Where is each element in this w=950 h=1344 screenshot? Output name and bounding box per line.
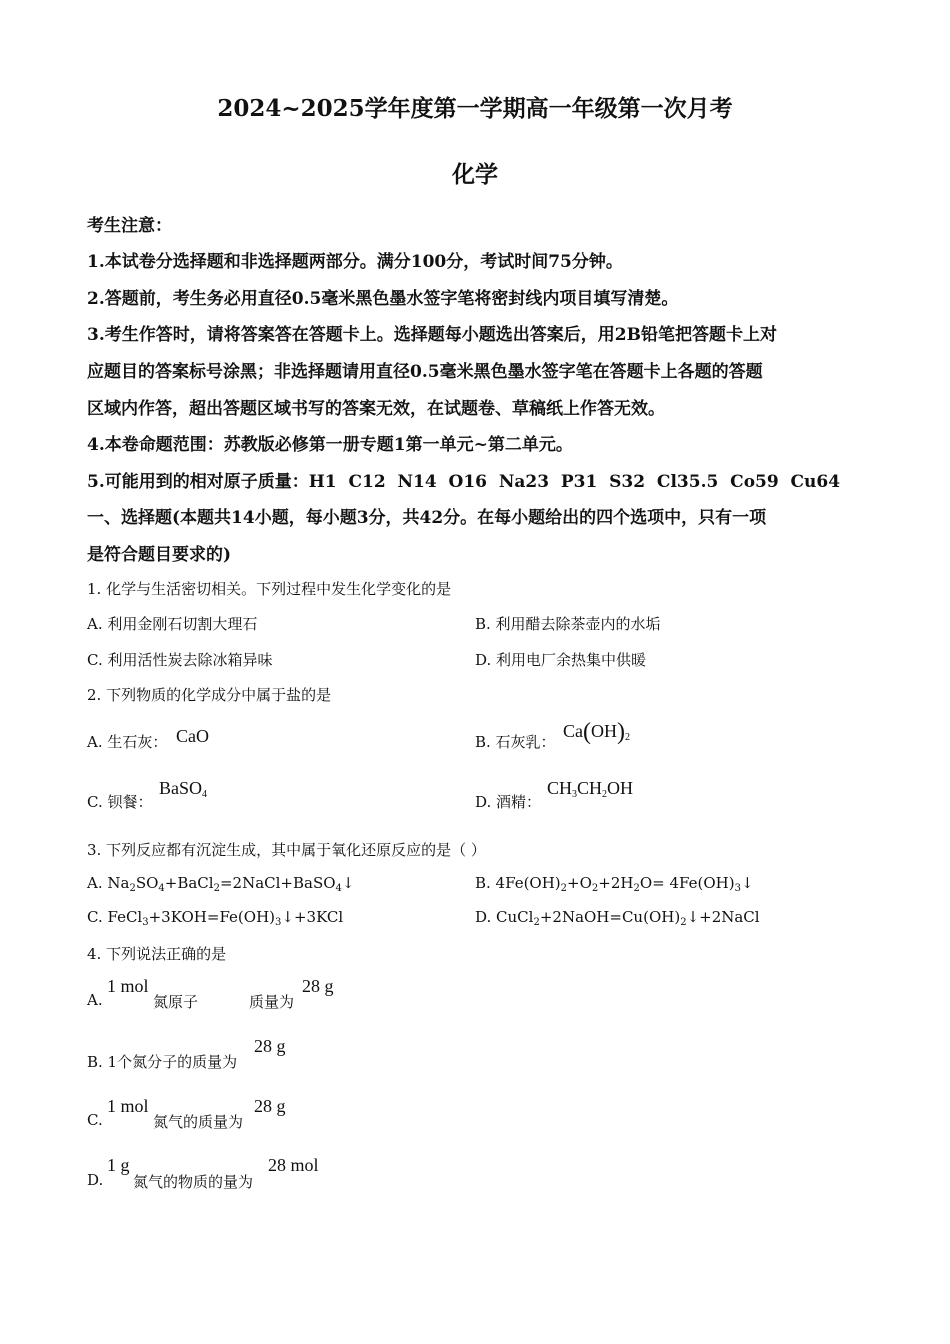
q4-option-c-text: 氮气的质量为	[153, 1113, 244, 1131]
notice-item-3-line-3: 区域内作答，超出答题区域书写的答案无效，在试题卷、草稿纸上作答无效。	[87, 399, 665, 419]
q4-option-c-amount: 1 mol	[107, 1096, 149, 1116]
q3-stem: 3. 下列反应都有沉淀生成，其中属于氧化还原反应的是（ ）	[87, 841, 486, 859]
q4-option-d-moles: 28 mol	[268, 1155, 319, 1175]
notice-item-4: 4.本卷命题范围：苏教版必修第一册专题1第一单元~第二单元。	[87, 435, 573, 455]
q4-option-a-text-1: 氮原子	[153, 993, 199, 1011]
q4-option-b-mass: 28 g	[254, 1036, 286, 1056]
q4-option-a-amount: 1 mol	[107, 976, 149, 996]
q3-option-a: A. $Na_2SO_4+BaCl_2=2NaCl+BaSO_4↓$	[87, 874, 355, 894]
q2-option-a-formula: CaO	[176, 726, 209, 746]
q1-stem: 1. 化学与生活密切相关。下列过程中发生化学变化的是	[87, 580, 452, 598]
q4-option-c-label: C.	[87, 1111, 103, 1129]
q4-stem: 4. 下列说法正确的是	[87, 945, 227, 963]
q2-option-b-label: B. 石灰乳：	[475, 733, 556, 751]
q4-option-b-text: B. 1个氮分子的质量为	[87, 1053, 238, 1071]
q4-option-a-mass: 28 g	[302, 976, 334, 996]
q4-option-a-label: A.	[87, 991, 103, 1009]
q1-option-c: C. 利用活性炭去除冰箱异味	[87, 651, 273, 669]
notice-item-3-line-2: 应题目的答案标号涂黑；非选择题请用直径0.5毫米黑色墨水签字笔在答题卡上各题的答题	[87, 362, 763, 382]
q4-option-a-text-2: 质量为	[249, 993, 295, 1011]
q2-option-d-label: D. 酒精：	[475, 793, 542, 811]
q1-option-b: B. 利用醋去除茶壶内的水垢	[475, 615, 661, 633]
notice-item-2: 2.答题前，考生务必用直径0.5毫米黑色墨水签字笔将密封线内项目填写清楚。	[87, 289, 679, 309]
q3-option-c: C. $FeCl_3+3KOH=Fe(OH)_3↓+3KCl$	[87, 908, 344, 928]
q3-option-b: B. $4Fe(OH)_2+O_2+2H_2O=$ $4Fe(OH)_3↓$	[475, 874, 754, 894]
q4-option-d-amount: 1 g	[107, 1155, 130, 1175]
q2-option-c-label: C. 钡餐：	[87, 793, 153, 811]
q2-stem: 2. 下列物质的化学成分中属于盐的是	[87, 686, 332, 704]
notice-item-1: 1.本试卷分选择题和非选择题两部分。满分100分，考试时间75分钟。	[87, 252, 623, 272]
q2-option-a-label: A. 生石灰：	[87, 733, 168, 751]
notice-item-5: 5.可能用到的相对原子质量：H1 C12 N14 O16 Na23 P31 S32 Cl35.5 Co59 Cu64	[87, 472, 841, 492]
q1-option-a: A. 利用金刚石切割大理石	[87, 615, 258, 633]
exam-title: 2024~2025学年度第一学期高一年级第一次月考	[217, 95, 733, 122]
q2-option-d-formula: $CH_3CH_2OH$	[547, 778, 634, 800]
notice-heading: 考生注意：	[87, 216, 172, 236]
subject-title: 化学	[452, 161, 498, 188]
q3-option-d: D. $CuCl_2+2NaOH=Cu(OH)_2↓+2NaCl$	[475, 908, 760, 928]
q4-option-c-mass: 28 g	[254, 1096, 286, 1116]
notice-item-3-line-1: 3.考生作答时，请将答案答在答题卡上。选择题每小题选出答案后，用2B铅笔把答题卡上对	[87, 325, 777, 345]
section-heading-line-2: 是符合题目要求的)	[87, 545, 232, 565]
q4-option-d-label: D.	[87, 1171, 104, 1189]
q4-option-d-text: 氮气的物质的量为	[133, 1173, 254, 1191]
section-heading-line-1: 一、选择题(本题共14小题，每小题3分，共42分。在每小题给出的四个选项中，只有一项	[87, 508, 767, 528]
q1-option-d: D. 利用电厂余热集中供暖	[475, 651, 647, 669]
q2-option-c-formula: BaSO$_4$	[159, 778, 208, 800]
q2-option-b-formula: $Ca(OH)_2$	[563, 719, 630, 745]
